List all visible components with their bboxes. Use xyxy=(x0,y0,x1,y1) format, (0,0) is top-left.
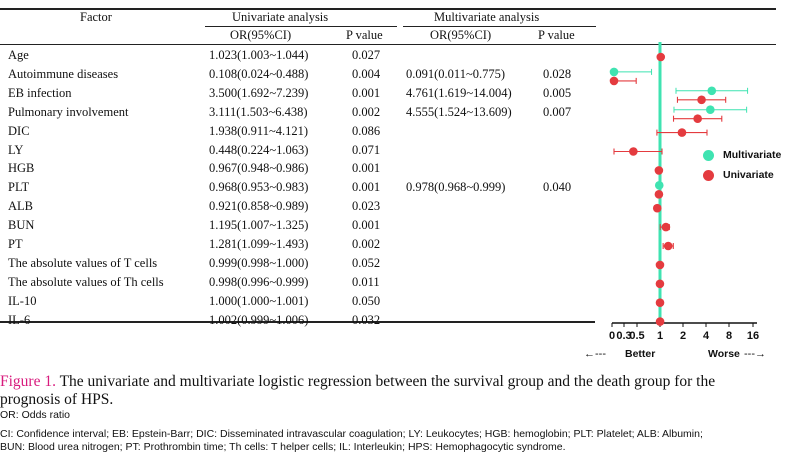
header-uni-p: P value xyxy=(346,28,383,42)
figure-label: Figure 1. xyxy=(0,373,56,390)
multivariate-point xyxy=(707,87,716,96)
worse-label: Worse xyxy=(708,348,740,360)
uni-or-cell: 0.921(0.858~0.989) xyxy=(209,199,309,214)
multivariate-point xyxy=(655,181,664,190)
univariate-point xyxy=(656,317,665,326)
uni-p-cell: 0.023 xyxy=(352,199,381,214)
factor-cell: BUN xyxy=(8,218,35,233)
figure-caption xyxy=(0,373,715,391)
legend-univariate-marker xyxy=(703,170,714,181)
uni-or-cell: 3.111(1.503~6.438) xyxy=(209,104,308,119)
uni-p-cell: 0.002 xyxy=(352,104,381,119)
legend-multivariate-marker xyxy=(703,150,714,161)
multi-p-cell: 0.005 xyxy=(543,85,572,100)
univariate-point xyxy=(653,204,662,213)
x-tick-label: 0.3 xyxy=(616,330,632,342)
header-multi-or: OR(95%CI) xyxy=(430,28,492,42)
multi-p-cell: 0.028 xyxy=(543,66,572,81)
univariate-point xyxy=(662,223,671,232)
univariate-point xyxy=(678,128,687,137)
header-univariate: Univariate analysis xyxy=(232,10,329,24)
multi-p-cell: 0.007 xyxy=(543,104,572,119)
univariate-point xyxy=(655,166,664,175)
factor-cell: The absolute values of T cells xyxy=(8,255,158,270)
factor-cell: PT xyxy=(8,237,23,251)
footnote-abbrev-1: CI: Confidence interval; EB: Epstein-Barr; DIC: Disseminated intravascular coagulation; LY: Leukocytes; HGB: hemoglobin; PLT: Platelet; ALB: Albumin; xyxy=(0,428,703,440)
univariate-point xyxy=(656,261,665,270)
uni-p-cell: 0.001 xyxy=(352,218,381,233)
factor-cell: IL-10 xyxy=(8,293,37,308)
multi-p-cell: 0.040 xyxy=(543,180,572,195)
legend-univariate-label: Univariate xyxy=(723,169,774,181)
uni-or-cell: 1.023(1.003~1.044) xyxy=(209,48,309,62)
uni-p-cell: 0.011 xyxy=(352,274,380,289)
uni-p-cell: 0.032 xyxy=(352,312,381,327)
header-uni-or: OR(95%CI) xyxy=(230,28,292,42)
uni-p-cell: 0.050 xyxy=(352,293,381,308)
uni-or-cell: 3.500(1.692~7.239) xyxy=(209,85,309,100)
univariate-point xyxy=(697,96,706,105)
uni-or-cell: 1.002(0.999~1.006) xyxy=(209,312,309,327)
factor-cell: EB infection xyxy=(8,85,72,100)
better-label: Better xyxy=(625,348,656,360)
factor-cell: ALB xyxy=(8,199,33,214)
univariate-point xyxy=(664,242,673,251)
uni-p-cell: 0.001 xyxy=(352,180,381,195)
footnote-abbrev-2: BUN: Blood urea nitrogen; PT: Prothrombin time; Th cells: T helper cells; IL: Interleukin; HPS: Hemophagocytic syndrome. xyxy=(0,441,566,453)
factor-cell: PLT xyxy=(8,180,30,195)
factor-cell: Pulmonary involvement xyxy=(8,104,129,119)
univariate-point xyxy=(629,147,638,156)
uni-or-cell: 0.999(0.998~1.000) xyxy=(209,255,309,270)
uni-p-cell: 0.001 xyxy=(352,161,381,176)
x-tick-label: 0 xyxy=(608,330,616,342)
uni-or-cell: 1.195(1.007~1.325) xyxy=(209,218,309,233)
header-multi-p: P value xyxy=(538,28,575,42)
figure-caption-text: The univariate and multivariate logistic regression between the survival group and the death group for the xyxy=(55,373,716,390)
footnote-or: OR: Odds ratio xyxy=(0,409,71,421)
x-tick-label: 2 xyxy=(679,330,687,342)
uni-or-cell: 0.968(0.953~0.983) xyxy=(209,180,309,195)
uni-p-cell: 0.071 xyxy=(352,142,381,157)
x-tick-label: 16 xyxy=(746,330,760,342)
uni-or-cell: 0.998(0.996~0.999) xyxy=(209,274,309,289)
x-tick-label: 1 xyxy=(656,330,664,342)
univariate-point xyxy=(610,77,619,86)
x-tick-label: 0.5 xyxy=(629,330,645,342)
legend-multivariate-label: Multivariate xyxy=(723,149,782,161)
univariate-point xyxy=(656,298,665,307)
right-arrow: ---→ xyxy=(744,348,766,360)
x-tick-label: 4 xyxy=(702,330,710,342)
univariate-point xyxy=(656,280,665,289)
univariate-point xyxy=(656,53,665,62)
factor-cell: LY xyxy=(8,142,24,157)
factor-cell: Age xyxy=(8,48,29,62)
x-tick-label: 8 xyxy=(725,330,733,342)
factor-cell: IL-6 xyxy=(8,312,31,327)
figure-caption-line2: prognosis of HPS. xyxy=(0,391,114,408)
multi-or-cell: 0.091(0.011~0.775) xyxy=(406,66,505,81)
factor-cell: The absolute values of Th cells xyxy=(8,274,164,289)
multi-or-cell: 0.978(0.968~0.999) xyxy=(406,180,506,195)
univariate-point xyxy=(655,190,664,199)
multivariate-point xyxy=(610,68,619,77)
uni-or-cell: 0.448(0.224~1.063) xyxy=(209,142,309,157)
multivariate-point xyxy=(706,105,715,114)
uni-or-cell: 1.938(0.911~4.121) xyxy=(209,123,308,138)
multi-or-cell: 4.761(1.619~14.004) xyxy=(406,85,512,100)
univariate-point xyxy=(693,114,702,123)
uni-p-cell: 0.052 xyxy=(352,255,381,270)
uni-p-cell: 0.002 xyxy=(352,237,381,251)
uni-or-cell: 1.281(1.099~1.493) xyxy=(209,237,309,251)
uni-or-cell: 0.108(0.024~0.488) xyxy=(209,66,309,81)
left-arrow: ←--- xyxy=(584,348,606,360)
multi-or-cell: 4.555(1.524~13.609) xyxy=(406,104,512,119)
uni-p-cell: 0.001 xyxy=(352,85,381,100)
uni-p-cell: 0.004 xyxy=(352,66,381,81)
header-multivariate: Multivariate analysis xyxy=(434,10,540,24)
factor-cell: DIC xyxy=(8,123,30,138)
factor-cell: HGB xyxy=(8,161,35,176)
uni-or-cell: 1.000(1.000~1.001) xyxy=(209,293,309,308)
header-factor: Factor xyxy=(80,10,112,24)
uni-p-cell: 0.027 xyxy=(352,48,381,62)
uni-p-cell: 0.086 xyxy=(352,123,381,138)
uni-or-cell: 0.967(0.948~0.986) xyxy=(209,161,309,176)
factor-cell: Autoimmune diseases xyxy=(8,66,119,81)
